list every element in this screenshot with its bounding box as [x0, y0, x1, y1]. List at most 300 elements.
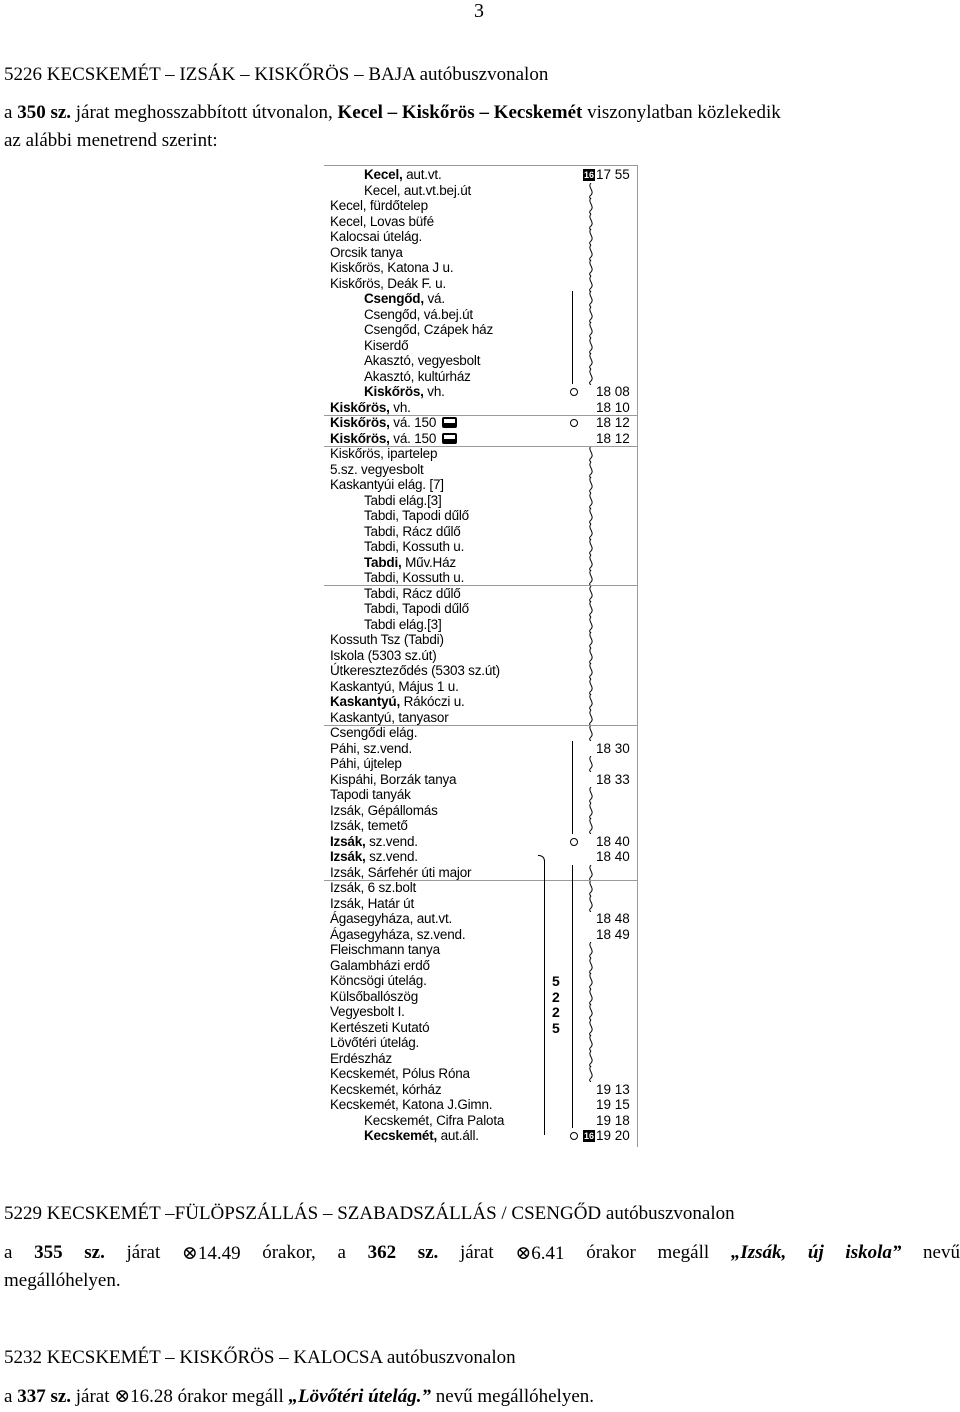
timetable-row [324, 911, 638, 927]
stop-name-text: Kaskantyú, Május 1 u. [330, 678, 459, 694]
stop-name-text: Izsák, Gépállomás [330, 802, 438, 818]
word: a [337, 1242, 346, 1263]
pass-through-icon [586, 958, 596, 974]
stop-name-text: Kecskemét, Katona J.Gimn. [330, 1097, 493, 1112]
text: járat meghosszabbított útvonalon, [71, 102, 338, 123]
stop-name-text: Iskola (5303 sz.út) [330, 647, 437, 663]
stop-name-bold: Kiskőrös, [330, 399, 390, 415]
timetable-row [324, 524, 638, 540]
pass-through-icon [586, 989, 596, 1005]
departure-time: 19 13 [596, 1081, 630, 1097]
section-5229-paragraph-line2: megállóhelyen. [4, 1270, 121, 1291]
stop-name [330, 787, 411, 803]
timetable-row [324, 973, 638, 989]
stop-name-text: Izsák, 6 sz.bolt [330, 880, 417, 895]
stop-name [330, 803, 438, 819]
departure-time: 19 15 [596, 1097, 630, 1112]
departure-time: 18 49 [596, 926, 630, 942]
stop-name [330, 741, 412, 757]
stop-name [330, 648, 437, 664]
stop-name-text: Tabdi elág.[3] [364, 616, 442, 632]
stop-name [330, 818, 408, 834]
timetable-row [324, 291, 638, 307]
route-number-digit: 2 [552, 988, 560, 1005]
stop-name-text: Kiskőrös, ipartelep [330, 446, 438, 461]
stop-name-text: Kalocsai útelág. [330, 229, 423, 244]
departure-time: 18 08 [596, 384, 630, 399]
stop-name-text: Páhi, újtelep [330, 756, 402, 771]
stop-name-text: Kaskantyúi elág. [7] [330, 477, 444, 492]
text: a [4, 102, 18, 123]
stop-name-text: Kiskőrös, Katona J u. [330, 260, 454, 275]
stop-name [330, 880, 416, 896]
terminus-circle-icon [570, 1132, 578, 1140]
stop-name [330, 927, 465, 943]
stop-name-text: Lövőtéri útelág. [330, 1035, 420, 1050]
stop-name-text: Izsák, Sárfehér úti major [330, 864, 472, 880]
timetable-row [324, 632, 638, 648]
timetable-row [324, 818, 638, 834]
timetable-row [324, 694, 638, 710]
stop-name-text: sz.vend. [365, 849, 418, 864]
timetable-row [324, 260, 638, 276]
pass-through-icon [586, 260, 596, 276]
timetable-row [324, 679, 638, 695]
pass-through-icon [586, 1004, 596, 1020]
timetable-row [324, 942, 638, 958]
stop-name-text: 5.sz. vegyesbolt [330, 461, 424, 477]
stop-name [364, 291, 445, 307]
departure-time: 18 10 [596, 399, 630, 415]
section-5226-paragraph-line2: az alábbi menetrend szerint: [4, 130, 218, 151]
timetable-row [324, 1066, 638, 1082]
stop-name-text: vá. 150 [389, 430, 437, 446]
stop-name-text: Kecel, aut.vt.bej.út [364, 182, 472, 198]
stop-name-text: Tabdi, Rácz dűlő [364, 585, 461, 601]
timetable-divider [324, 585, 638, 586]
stop-name-text: Kaskantyú, tanyasor [330, 709, 449, 725]
time: ⊗14.49 [181, 1243, 241, 1264]
bus-icon [442, 417, 457, 428]
stop-name-text: Tabdi, Rácz dűlő [364, 523, 461, 539]
pass-through-icon [586, 586, 596, 602]
stop-name [330, 756, 402, 772]
stop-name [330, 1051, 392, 1067]
stop-name [364, 539, 464, 555]
timetable-row [324, 322, 638, 338]
timetable-row [324, 927, 638, 943]
timetable-row [324, 1035, 638, 1051]
timetable-row [324, 446, 638, 462]
pass-through-icon [586, 291, 596, 307]
stop-name [330, 1097, 492, 1113]
stop-name-text: aut.áll. [437, 1128, 479, 1143]
stop-name-text: Műv.Ház [401, 554, 456, 570]
stop-name [364, 183, 471, 199]
stop-name-text: Rákóczi u. [400, 694, 465, 709]
pass-through-icon [586, 973, 596, 989]
pass-through-icon [586, 539, 596, 555]
stop-name [330, 214, 434, 230]
timetable-row [324, 989, 638, 1005]
timetable-row [324, 849, 638, 865]
stop-name [330, 958, 430, 974]
stop-name-bold: Kecskemét, [364, 1128, 438, 1143]
stop-name [330, 462, 424, 478]
timetable-row [324, 555, 638, 571]
stop-name-text: Kiserdő [364, 337, 409, 353]
stop-name-text: Orcsik tanya [330, 244, 403, 260]
stop-name-text: Páhi, sz.vend. [330, 740, 412, 756]
pass-through-icon [586, 725, 596, 741]
timetable-row [324, 601, 638, 617]
stop-name [330, 663, 500, 679]
timetable [324, 165, 638, 1147]
stop-name-text: vh. [389, 399, 411, 415]
pass-through-icon [586, 446, 596, 462]
timetable-row [324, 245, 638, 261]
pass-through-icon [586, 322, 596, 338]
section-5229-paragraph [4, 1242, 960, 1265]
stop-name-text: Ágasegyháza, sz.vend. [330, 926, 466, 942]
stop-name-bold: Csengőd, [364, 291, 424, 306]
stop-name [364, 369, 471, 385]
word: órakor, [262, 1242, 316, 1263]
pass-through-icon [586, 694, 596, 710]
page-number: 3 [474, 0, 484, 22]
stop-name [364, 338, 408, 354]
timetable-row [324, 1020, 638, 1036]
timetable-row [324, 617, 638, 633]
stop-name [330, 772, 456, 788]
stop-name [330, 198, 428, 214]
stop-name [330, 400, 411, 416]
timetable-row [324, 508, 638, 524]
timetable-row [324, 663, 638, 679]
route-number-digit: 2 [552, 1004, 560, 1020]
stop-name-text: Kiskőrös, Deák F. u. [330, 275, 447, 291]
departure-time: 19 20 [596, 1128, 630, 1143]
stop-name [330, 1004, 405, 1020]
route-number: 350 sz. [17, 102, 72, 123]
stop-name [330, 415, 457, 431]
timetable-row [324, 834, 638, 850]
word: órakor [586, 1242, 636, 1263]
stop-name [364, 601, 469, 617]
timetable-row [324, 539, 638, 555]
stop-name [330, 834, 418, 850]
pass-through-icon [586, 570, 596, 586]
timetable-row [324, 896, 638, 912]
pass-through-icon [586, 787, 596, 803]
stop-name-text: Kecskemét, kórház [330, 1081, 442, 1097]
text: járat ⊗16.28 órakor megáll [71, 1386, 289, 1407]
stop-name [364, 1113, 504, 1129]
pass-through-icon [586, 353, 596, 369]
stop-name-bold: Kaskantyú, [330, 694, 401, 709]
timetable-row [324, 586, 638, 602]
timetable-row [324, 787, 638, 803]
stop-name-text: Csengőd, vá.bej.út [364, 306, 473, 322]
section-5226-paragraph [4, 102, 781, 124]
bus-icon [442, 433, 457, 444]
pass-through-icon [586, 1051, 596, 1067]
stop-name [364, 384, 445, 400]
stop-name [330, 1082, 441, 1098]
departure-time: 18 12 [596, 415, 630, 430]
stop-name [364, 586, 461, 602]
route-number: 337 sz. [17, 1386, 72, 1407]
stop-name [330, 477, 444, 493]
stop-name-text: vá. 150 [389, 415, 437, 430]
stop-name [364, 524, 461, 540]
pass-through-icon [586, 601, 596, 617]
timetable-row [324, 570, 638, 586]
timetable-row [324, 198, 638, 214]
word: nevű [923, 1242, 960, 1263]
stop-name [330, 431, 457, 447]
stop-name [330, 710, 449, 726]
timetable-row [324, 710, 638, 726]
stop-name [364, 570, 464, 586]
stop-name: „Izsák, [730, 1242, 787, 1263]
stop-name-text: Tabdi, Tapodi dűlő [364, 601, 469, 616]
pass-through-icon [586, 1035, 596, 1051]
pass-through-icon [586, 198, 596, 214]
stop-name-text: Tabdi elág.[3] [364, 492, 442, 508]
pass-through-icon [586, 942, 596, 958]
stop-name [364, 322, 493, 338]
pass-through-icon [586, 276, 596, 292]
stop-name [330, 260, 453, 276]
pass-through-icon [586, 493, 596, 509]
direction-line [572, 741, 573, 834]
pass-through-icon [586, 710, 596, 726]
stop-name [330, 1066, 470, 1082]
direction-line [572, 291, 573, 384]
stop-name [330, 679, 459, 695]
stop-name [330, 632, 444, 648]
stop-name-text: Tapodi tanyák [330, 787, 411, 802]
stop-name [330, 942, 440, 958]
stop-name: új [807, 1242, 824, 1263]
stop-name-text: Kispáhi, Borzák tanya [330, 771, 457, 787]
departure-time: 18 40 [596, 849, 630, 864]
departure-time: 19 18 [596, 1112, 630, 1128]
departure-time: 17 55 [596, 167, 630, 182]
timetable-divider [324, 415, 638, 416]
word: megáll [657, 1242, 710, 1263]
stop-name [330, 276, 446, 292]
pass-through-icon [586, 880, 596, 896]
timetable-row [324, 756, 638, 772]
stop-name [330, 245, 403, 261]
stop-name [364, 1128, 479, 1144]
word: a [4, 1242, 13, 1263]
timetable-row [324, 1113, 638, 1129]
stop-name-bold: Izsák, [330, 849, 366, 864]
stop-name-text: Kecskemét, Pólus Róna [330, 1066, 470, 1081]
stop-name [330, 1035, 419, 1051]
timetable-row [324, 880, 638, 896]
stop-name-text: Akasztó, kultúrház [364, 368, 471, 384]
section-5226-heading: 5226 KECSKEMÉT – IZSÁK – KISKŐRÖS – BAJA autóbuszvonalon [4, 64, 549, 85]
stop-name [364, 167, 442, 183]
stop-name-text: Tabdi, Tapodi dűlő [364, 508, 469, 523]
stop-name [364, 555, 456, 571]
route-bracket [538, 855, 545, 1135]
stop-name-bold: Izsák, [330, 833, 366, 849]
timetable-top-border [324, 165, 638, 166]
pass-through-icon [586, 617, 596, 633]
pass-through-icon [586, 818, 596, 834]
pass-through-icon [586, 214, 596, 230]
pass-through-icon [586, 183, 596, 199]
timetable-row [324, 493, 638, 509]
direction-line [572, 865, 573, 1129]
pass-through-icon [586, 338, 596, 354]
timetable-row [324, 725, 638, 741]
timetable-row [324, 958, 638, 974]
timetable-row [324, 477, 638, 493]
stop-name [364, 493, 442, 509]
pass-through-icon [586, 648, 596, 664]
stop-name-text: aut.vt. [402, 167, 442, 182]
stop-name-text: Kecskemét, Cifra Palota [364, 1112, 505, 1128]
timetable-divider [324, 446, 638, 447]
timetable-row [324, 167, 638, 183]
text: a [4, 1386, 18, 1407]
pass-through-icon [586, 369, 596, 385]
timetable-row [324, 415, 638, 431]
stop-name [364, 353, 480, 369]
stop-name-text: vh. [423, 384, 445, 399]
timetable-row [324, 1004, 638, 1020]
timetable-row [324, 1051, 638, 1067]
stop-name [330, 1020, 429, 1036]
pass-through-icon [586, 1066, 596, 1082]
pass-through-icon [586, 865, 596, 881]
stop-name [330, 849, 418, 865]
pass-through-icon [586, 632, 596, 648]
timetable-row [324, 229, 638, 245]
pass-through-icon [586, 245, 596, 261]
pass-through-icon [586, 229, 596, 245]
stop-name-bold: Kiskőrös, [330, 415, 390, 430]
stop-name-text: Vegyesbolt I. [330, 1004, 405, 1019]
timetable-row [324, 276, 638, 292]
departure-time: 18 40 [596, 833, 630, 849]
timetable-row [324, 1128, 638, 1144]
timetable-row [324, 1097, 638, 1113]
departure-time: 18 48 [596, 911, 630, 926]
timetable-row [324, 462, 638, 478]
timetable-row [324, 369, 638, 385]
departure-time: 18 30 [596, 740, 630, 756]
pass-through-icon [586, 663, 596, 679]
timetable-row [324, 214, 638, 230]
terminus-circle-icon [570, 838, 578, 846]
stop-name [330, 694, 465, 710]
route-number-digit: 5 [552, 1019, 560, 1036]
stop-name-text: Fleischmann tanya [330, 942, 440, 957]
pass-through-icon [586, 679, 596, 695]
stop-name-text: Kossuth Tsz (Tabdi) [330, 632, 444, 647]
stop-name [330, 989, 418, 1005]
route-number: 355 [34, 1242, 63, 1263]
stop-name [330, 973, 427, 989]
stop-name-text: Külsőballószög [330, 988, 419, 1004]
stop-name-text: Erdészház [330, 1050, 392, 1066]
timetable-row [324, 772, 638, 788]
departure-time: 18 12 [596, 430, 630, 446]
stop-name-text: Tabdi, Kossuth u. [364, 570, 465, 585]
stop-name [330, 446, 437, 462]
stop-name-bold: Kiskőrös, [330, 430, 390, 446]
stop-name [330, 911, 452, 927]
section-5229-heading: 5229 KECSKEMÉT –FÜLÖPSZÁLLÁS – SZABADSZÁLLÁS / CSENGŐD autóbuszvonalon [4, 1203, 735, 1224]
stop-name-text: Ágasegyháza, aut.vt. [330, 911, 453, 926]
time: ⊗6.41 [515, 1243, 565, 1264]
pass-through-icon [586, 896, 596, 912]
stop-name-text: Akasztó, vegyesbolt [364, 353, 481, 368]
timetable-row [324, 384, 638, 400]
pass-through-icon [586, 1020, 596, 1036]
text: nevű megállóhelyen. [430, 1386, 594, 1407]
stop-name-text: Csengődi elág. [330, 725, 418, 740]
word: sz. [84, 1242, 105, 1263]
stop-name-text: Kecel, fürdőtelep [330, 198, 428, 213]
timetable-row [324, 741, 638, 757]
terminus-circle-icon [570, 388, 578, 396]
platform-badge: 16 [583, 170, 594, 180]
timetable-row [324, 803, 638, 819]
stop-name-text: Csengőd, Czápek ház [364, 322, 494, 337]
stop-name [364, 508, 469, 524]
pass-through-icon [586, 524, 596, 540]
timetable-right-border [637, 165, 638, 1147]
stop-name: iskola” [845, 1242, 902, 1263]
stop-name-text: Kertészeti Kutató [330, 1019, 430, 1035]
stop-name-text: Útkereszteződés (5303 sz.út) [330, 663, 500, 678]
timetable-row [324, 648, 638, 664]
timetable-row [324, 1082, 638, 1098]
stop-name-text: vá. [423, 291, 445, 306]
route-relation: Kecel – Kiskőrös – Kecskemét [337, 102, 583, 123]
stop-name-text: Köncsögi útelág. [330, 973, 427, 988]
timetable-row [324, 400, 638, 416]
stop-name [330, 229, 422, 245]
stop-name [330, 725, 417, 741]
stop-name-text: Tabdi, Kossuth u. [364, 539, 465, 554]
pass-through-icon [586, 555, 596, 571]
section-5232-heading: 5232 KECSKEMÉT – KISKŐRÖS – KALOCSA autóbuszvonalon [4, 1347, 516, 1368]
route-number-digit: 5 [552, 973, 560, 989]
pass-through-icon [586, 508, 596, 524]
timetable-row [324, 183, 638, 199]
timetable-divider [324, 725, 638, 726]
word: járat [126, 1242, 161, 1263]
timetable-row [324, 307, 638, 323]
word: járat [459, 1242, 494, 1263]
pass-through-icon [586, 307, 596, 323]
timetable-row [324, 338, 638, 354]
timetable-divider [324, 880, 638, 881]
stop-name [330, 865, 471, 881]
stop-name-text: Izsák, Határ út [330, 895, 415, 911]
timetable-row [324, 865, 638, 881]
platform-badge: 16 [583, 1131, 594, 1141]
